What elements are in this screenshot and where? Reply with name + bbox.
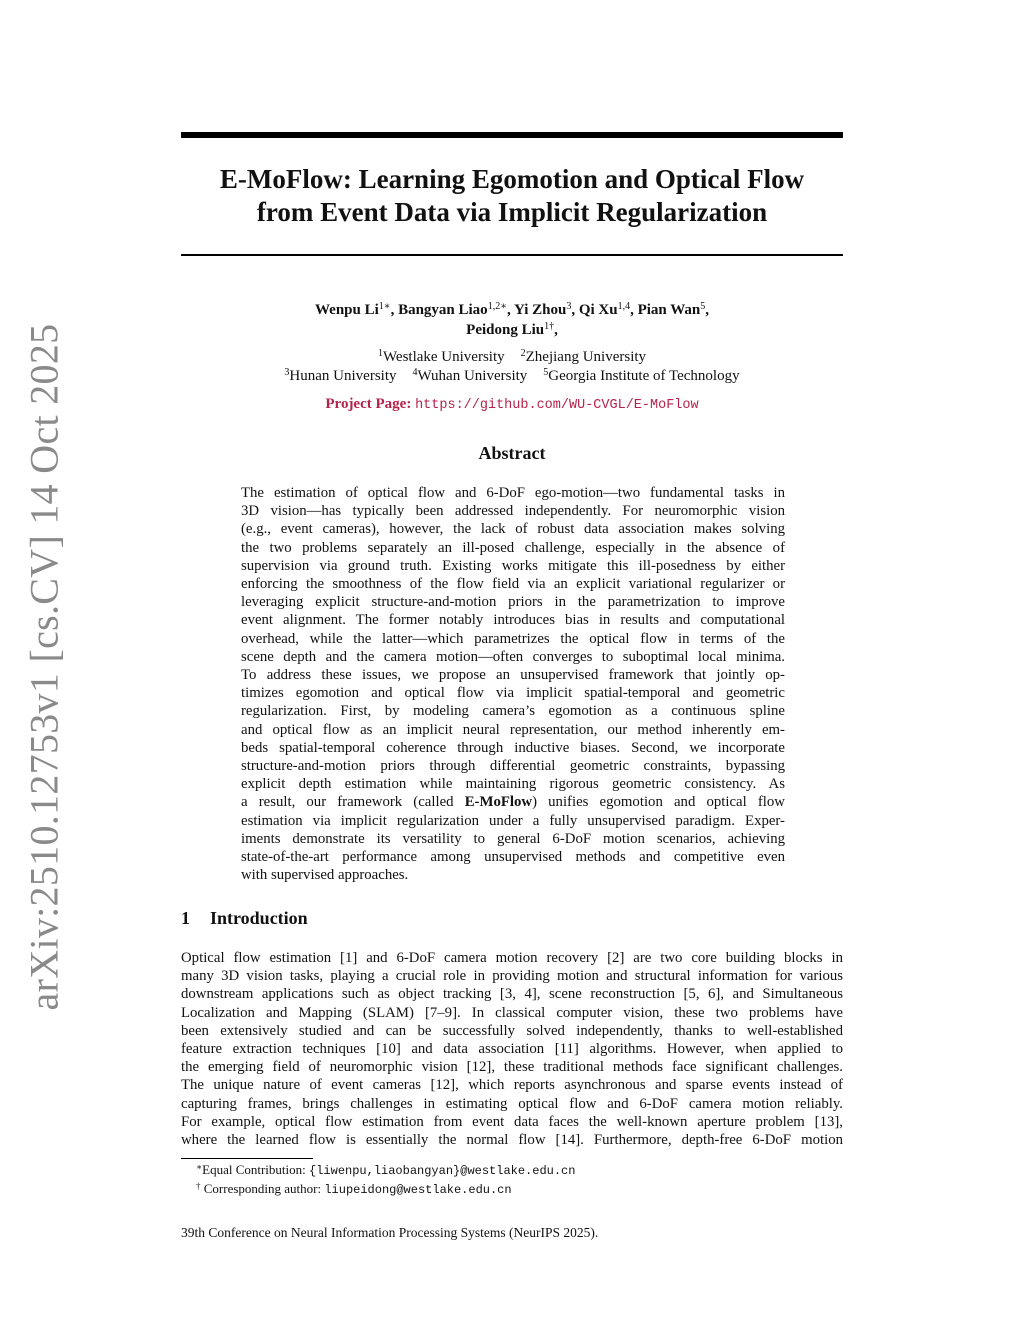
affiliation-number: 2 — [520, 348, 526, 359]
author-sep: , — [554, 322, 558, 338]
text-line: downstream applications such as object tracking [3, 4], scene reconstruction [5, 6], and Simultaneous — [181, 986, 843, 1003]
footnote-text: Equal Contribution: — [202, 1162, 310, 1177]
section-heading-introduction — [181, 908, 308, 929]
project-page-label: Project Page: — [325, 396, 412, 412]
text-line: been extensively studied and can be successfully solved independently, thanks to well-established — [181, 1022, 843, 1039]
author-line-1 — [181, 300, 843, 320]
author-sep: , — [571, 302, 579, 318]
text-line: The unique nature of event cameras [12], which reports asynchronous and sparse events instead of — [181, 1077, 843, 1094]
author-name: Pian Wan — [637, 302, 701, 318]
text-line: structure-and-motion priors through differential geometric constraints, bypassing — [241, 758, 785, 775]
text-line: Optical flow estimation [1] and 6-DoF camera motion recovery [2] are two core building blocks in — [181, 950, 843, 966]
abstract-body — [241, 484, 785, 884]
author-sep: , — [506, 302, 514, 318]
text-line: beds spatial-temporal coherence through inductive biases. Second, we incorporate — [241, 739, 785, 756]
footnote-email[interactable]: liupeidong@westlake.edu.cn — [324, 1183, 512, 1197]
text-line: enforcing the smoothness of the flow field via an explicit variational regularizer or — [241, 576, 785, 593]
author-line-2 — [181, 320, 843, 340]
footnote-rule — [181, 1158, 313, 1159]
footnote-corresponding-author — [196, 1180, 575, 1199]
arxiv-sidebar — [14, 323, 74, 1011]
author-marks: 3 — [566, 301, 572, 312]
section-number: 1 — [181, 908, 190, 928]
text-line: a result, our framework (called E-MoFlow) unifies egomotion and optical flow — [241, 794, 785, 811]
author-marks: 1,2∗ — [487, 301, 507, 312]
text-line: and optical flow as an implicit neural representation, our method inherently em- — [241, 721, 785, 738]
affiliation-number: 3 — [284, 367, 290, 378]
author-list — [181, 300, 843, 340]
text-line: event alignment. The former notably introduces bias in results and computational — [241, 612, 785, 629]
author-name: Peidong Liu — [466, 322, 545, 338]
author-sep: , — [630, 302, 638, 318]
affiliations — [181, 348, 843, 386]
text-line: 3D vision—has typically been addressed independently. For neuromorphic vision — [241, 503, 785, 520]
abstract-heading: Abstract — [478, 443, 546, 463]
footnote-equal-contribution — [196, 1161, 575, 1180]
text-line: the emerging field of neuromorphic vision [12], these traditional methods face significant challenges. — [181, 1059, 843, 1076]
affiliation-name: Georgia Institute of Technology — [548, 368, 740, 384]
author-marks: 1,4 — [617, 301, 631, 312]
footnote-mark: † — [196, 1181, 201, 1191]
affiliation-name: Zhejiang University — [525, 349, 647, 365]
text-line: many 3D vision tasks, playing a crucial role in providing motion and structural information for various — [181, 968, 843, 985]
project-page-link[interactable]: https://github.com/WU-CVGL/E-MoFlow — [415, 398, 699, 413]
affiliation-name: Hunan University — [289, 368, 397, 384]
text-line: capturing frames, brings challenges in estimating optical flow and 6-DoF camera motion reliably. — [181, 1095, 843, 1112]
footnote-text: Corresponding author: — [203, 1181, 325, 1196]
arxiv-stamp: arXiv:2510.12753v1 [cs.CV] 14 Oct 2025 — [21, 323, 67, 1011]
text-line: The estimation of optical flow and 6-DoF ego-motion—two fundamental tasks in — [241, 485, 785, 501]
text-line: estimation via implicit regularization under a fully unsupervised paradigm. Exper- — [241, 812, 785, 829]
author-name: Yi Zhou — [513, 302, 567, 318]
text-line: timizes egomotion and optical flow via implicit spatial-temporal and geometric — [241, 685, 785, 702]
method-name: E-MoFlow — [464, 794, 533, 811]
author-marks: 1† — [544, 321, 555, 332]
affiliation-name: Wuhan University — [417, 368, 528, 384]
text-line: regularization. First, by modeling camera’s egomotion as a continuous spline — [241, 703, 785, 720]
introduction-body — [181, 949, 843, 1149]
text-line: where the learned flow is essentially the normal flow [14]. Furthermore, depth-free 6-DoF motion — [181, 1132, 843, 1149]
affiliation-number: 1 — [377, 348, 383, 359]
author-name: Qi Xu — [578, 302, 618, 318]
text-line: explicit depth estimation while maintaining rigorous geometric consistency. As — [241, 776, 785, 793]
text-line: overhead, while the latter—which parametrizes the optical flow in terms of the — [241, 630, 785, 647]
text-line: scene depth and the camera motion—often converges to suboptimal local minima. — [241, 648, 785, 665]
author-marks: 5 — [700, 301, 706, 312]
text-line: with supervised approaches. — [241, 867, 409, 884]
paper-title — [181, 163, 843, 229]
text-line: (e.g., event cameras), however, the lack of robust data association makes solving — [241, 521, 785, 538]
author-name: Bangyan Liao — [398, 302, 488, 318]
text-line: feature extraction techniques [10] and data association [11] algorithms. However, when applied to — [181, 1041, 843, 1058]
footnote-email[interactable]: {liwenpu,liaobangyan}@westlake.edu.cn — [309, 1164, 576, 1178]
title-rule-top — [181, 132, 843, 138]
text-line: supervision via ground truth. Existing works mitigate this ill-posedness by either — [241, 557, 785, 574]
affiliation-number: 4 — [412, 367, 418, 378]
title-rule-bottom — [181, 254, 843, 256]
author-sep: , — [705, 302, 710, 318]
section-title: Introduction — [210, 908, 308, 928]
author-sep: , — [390, 302, 399, 318]
title-line-1: E-MoFlow: Learning Egomotion and Optical Flow — [219, 164, 805, 194]
text-line: To address these issues, we propose an unsupervised framework that jointly op- — [241, 667, 785, 684]
text-line: iments demonstrate its versatility to general 6-DoF motion scenarios, achieving — [241, 830, 785, 847]
affiliation-line-1 — [181, 348, 843, 367]
text-line: state-of-the-art performance among unsupervised methods and competitive even — [241, 849, 785, 866]
venue-note: 39th Conference on Neural Information Processing Systems (NeurIPS 2025). — [181, 1225, 599, 1240]
affiliation-line-2 — [181, 367, 843, 386]
title-line-2: from Event Data via Implicit Regularization — [256, 197, 768, 227]
footnote-mark: ∗ — [196, 1162, 203, 1172]
footnotes — [196, 1161, 575, 1199]
text-line: leveraging explicit structure-and-motion priors in the parametrization to improve — [241, 594, 785, 611]
text-line: the two problems separately an ill-posed challenge, especially in the absence of — [241, 539, 785, 556]
text-line: For example, optical flow estimation from event data faces the well-known aperture problem [13], — [181, 1113, 843, 1130]
text-line: Localization and Mapping (SLAM) [7–9]. In classical computer vision, these two problems have — [181, 1004, 843, 1021]
project-page — [181, 395, 843, 415]
author-name: Wenpu Li — [314, 302, 379, 318]
author-marks: 1∗ — [378, 301, 391, 312]
affiliation-name: Westlake University — [382, 349, 505, 365]
affiliation-number: 5 — [543, 367, 549, 378]
